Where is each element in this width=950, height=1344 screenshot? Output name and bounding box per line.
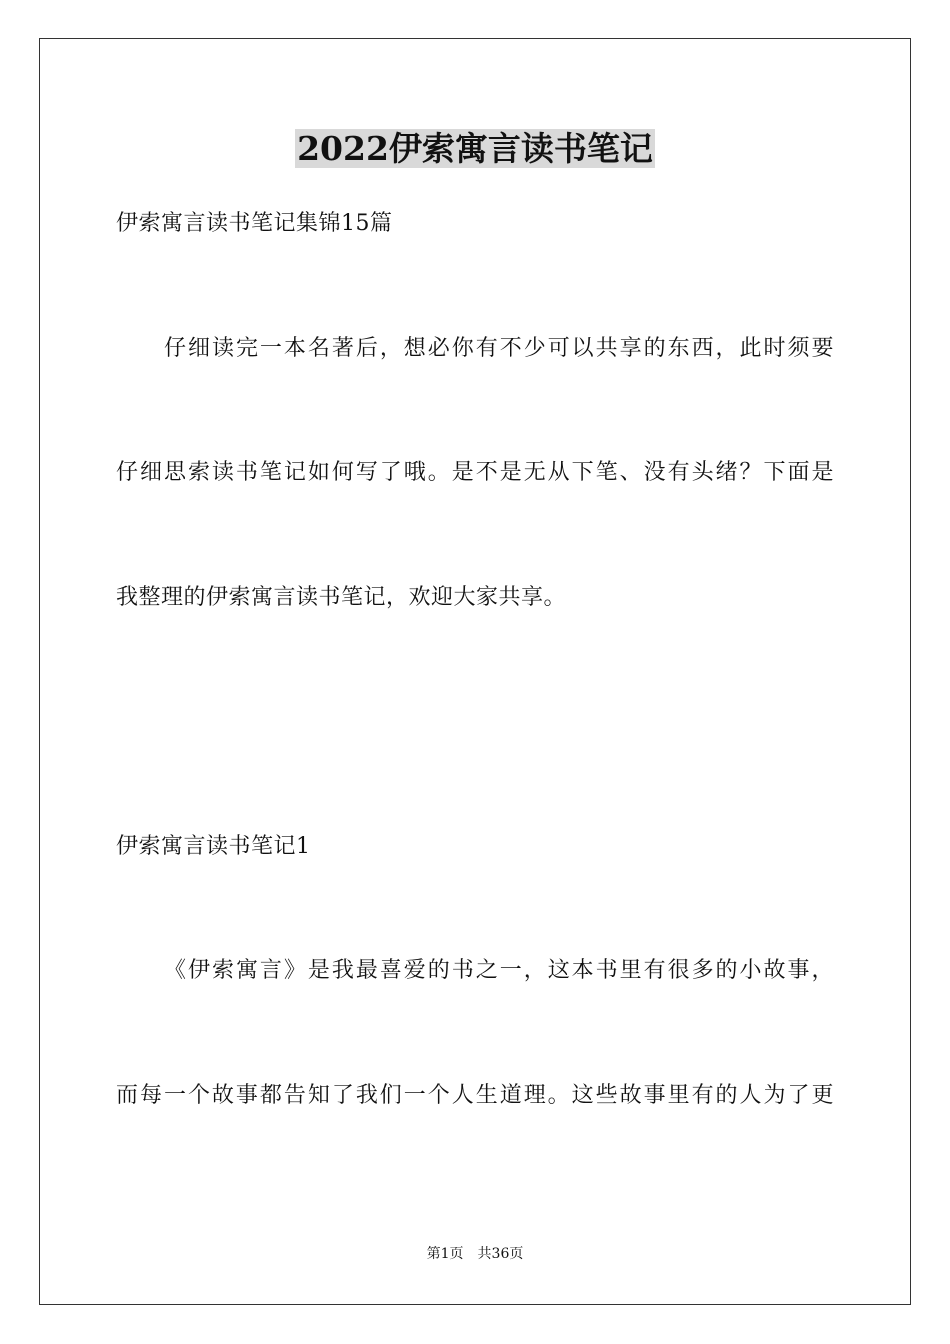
body-line: 《伊索寓言》是我最喜爱的书之一，这本书里有很多的小故事， — [164, 958, 834, 983]
intro-line: 我整理的伊索寓言读书笔记，欢迎大家共享。 — [116, 585, 567, 610]
intro-line: 仔细思索读书笔记如何写了哦。是不是无从下笔、没有头绪？下面是 — [116, 460, 834, 485]
intro-line: 仔细读完一本名著后，想必你有不少可以共享的东西，此时须要 — [164, 336, 834, 361]
document-subtitle: 伊索寓言读书笔记集锦15篇 — [116, 211, 393, 236]
body-line: 而每一个故事都告知了我们一个人生道理。这些故事里有的人为了更 — [116, 1083, 834, 1108]
page-footer: 第1页 共36页 — [426, 1246, 524, 1262]
section-heading: 伊索寓言读书笔记1 — [116, 834, 311, 859]
document-title-text: 2022伊索寓言读书笔记 — [297, 129, 653, 168]
document-title — [0, 128, 950, 170]
